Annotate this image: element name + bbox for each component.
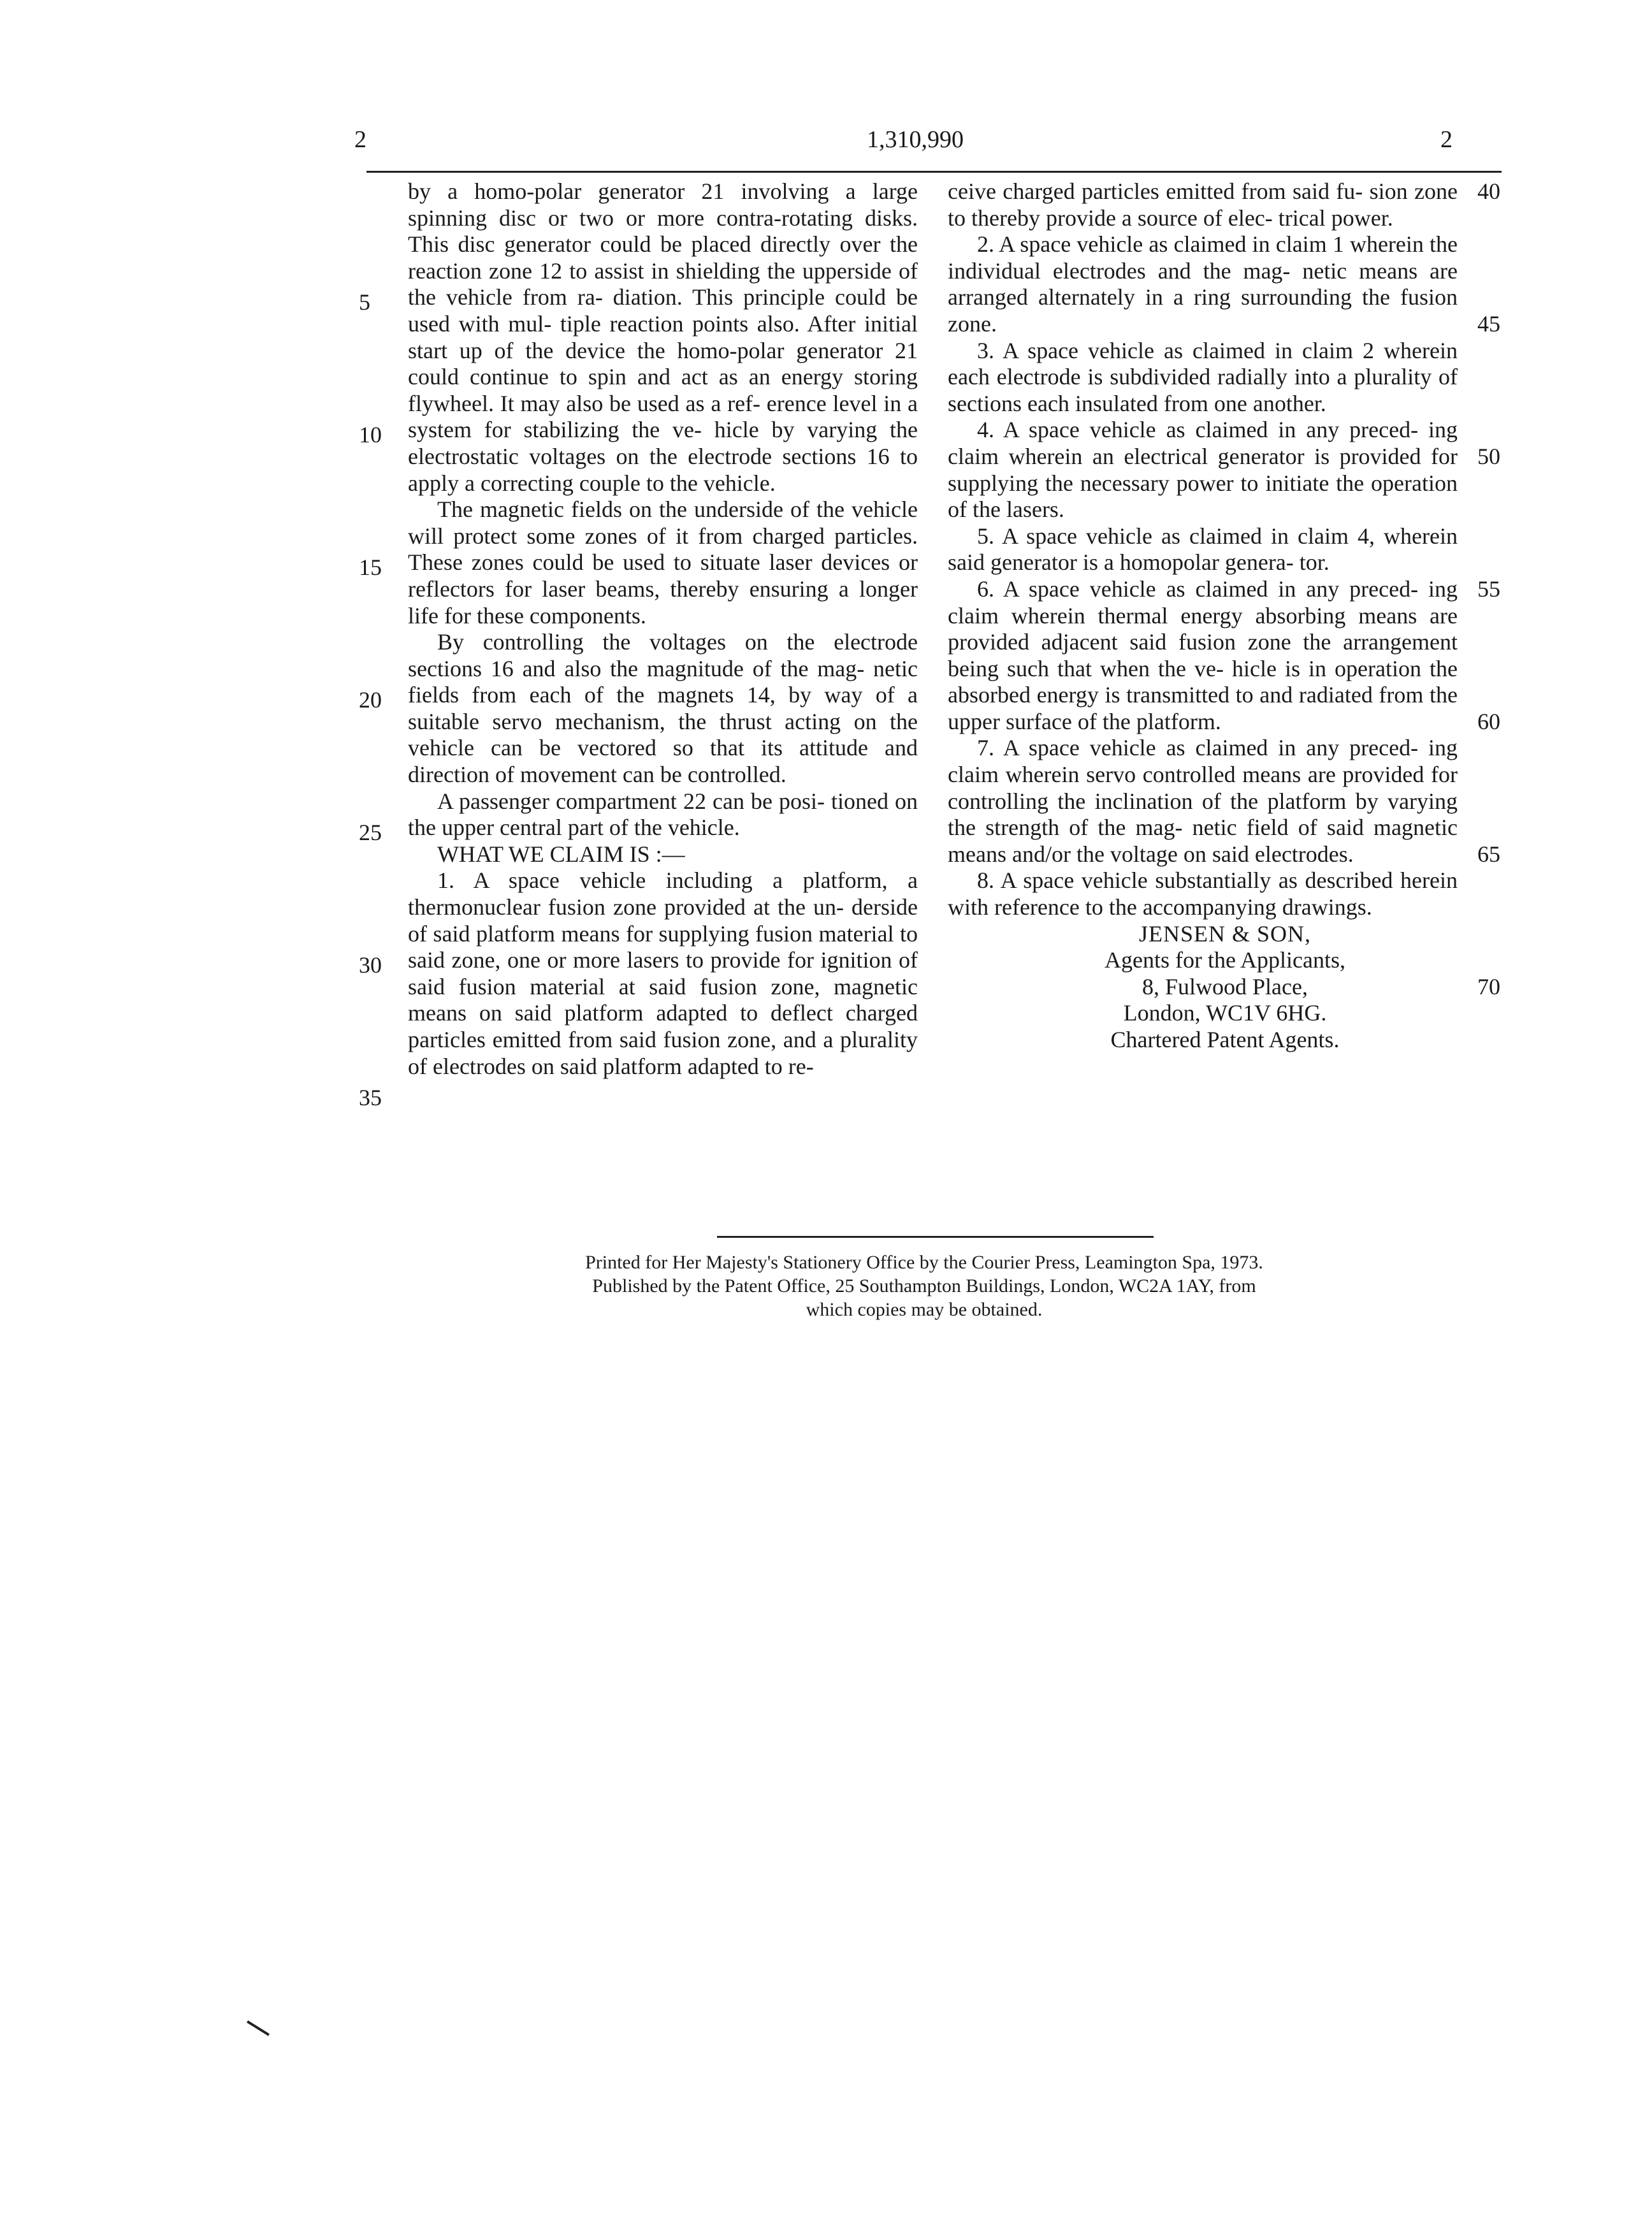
printer-imprint (472, 1251, 1377, 1321)
line-number-55: 55 (1477, 576, 1500, 602)
line-number-15: 15 (359, 555, 382, 580)
agent-role: Agents for the Applicants, (1105, 947, 1345, 973)
claim-8: 8. A space vehicle substantially as described herein with reference to the accompanying drawings. (948, 868, 1458, 920)
page-number-left: 2 (354, 126, 366, 153)
line-number-25: 25 (359, 820, 382, 845)
header-rule (366, 171, 1502, 173)
line-number-50: 50 (1477, 444, 1500, 469)
line-number-70: 70 (1477, 974, 1500, 999)
line-number-40: 40 (1477, 178, 1500, 204)
paragraph-controlling-voltages: By controlling the voltages on the electrode sections 16 and also the magnitude of the mag- netic fields from each of the magnets 14, by way of a suitable servo mechanism, the thrust acting on the vehicle can be vectored so that its attitude and direction of movement can be controlled. (408, 629, 918, 788)
claim-1: 1. A space vehicle including a platform, a thermonuclear fusion zone provided at the un- derside of said platform means for supplying fusion material to said zone, one or more lasers to provide for ignition of said fusion material at said fusion zone, magnetic means on said platform adapted to deflect charged particles emitted from said fusion zone, and a plurality of electrodes on said platform adapted to re- (408, 868, 918, 1079)
paragraph-magnetic-fields: The magnetic fields on the underside of the vehicle will protect some zones of it from charged particles. These zones could be used to situate laser devices or reflectors for laser beams, thereby ensuring a longer life for these components. (408, 497, 918, 628)
footer-rule (717, 1236, 1154, 1238)
line-number-35: 35 (359, 1085, 382, 1110)
claim-2: 2. A space vehicle as claimed in claim 1 wherein the individual electrodes and the mag- netic means are arranged alternately in a ring surrounding the fusion zone. (948, 231, 1458, 337)
right-column (948, 178, 1458, 1054)
line-number-45: 45 (1477, 311, 1500, 337)
claims-heading: WHAT WE CLAIM IS :— (437, 841, 685, 867)
page-number-right: 2 (1440, 126, 1453, 153)
line-number-65: 65 (1477, 841, 1500, 867)
agent-title: Chartered Patent Agents. (1110, 1027, 1340, 1052)
line-number-5: 5 (359, 289, 370, 315)
patent-number: 1,310,990 (867, 126, 964, 153)
agent-signature-block (948, 921, 1458, 1054)
left-column (408, 178, 918, 1080)
imprint-line-2: Published by the Patent Office, 25 Southampton Buildings, London, WC2A 1AY, from (592, 1275, 1256, 1296)
imprint-line-3: which copies may be obtained. (806, 1299, 1043, 1320)
paragraph-homopolar-generator: by a homo-polar generator 21 involving a large spinning disc or two or more contra-rotating disks. This disc generator could be placed directly over the reaction zone 12 to assist in shielding the upperside of the vehicle from ra- diation. This principle could be used with mul- tiple reaction points also. After initial start up of the device the homo-polar generator 21 could continue to spin and act as an energy storing flywheel. It may also be used as a ref- erence level in a system for stabilizing the ve- hicle by varying the electrostatic voltages on the electrode sections 16 to apply a correcting couple to the vehicle. (408, 178, 918, 496)
imprint-line-1: Printed for Her Majesty's Stationery Office by the Courier Press, Leamington Spa, 1973. (585, 1252, 1263, 1273)
claim-6: 6. A space vehicle as claimed in any preced- ing claim wherein thermal energy absorbing means are provided adjacent said fusion zone the arrangement being such that when the ve- hicle is in operation the absorbed energy is transmitted to and radiated from the upper surface of the platform. (948, 576, 1458, 734)
claim-4: 4. A space vehicle as claimed in any preced- ing claim wherein an electrical generator is provided for supplying the necessary power to initiate the operation of the lasers. (948, 417, 1458, 523)
agent-name: JENSEN & SON, (1138, 920, 1312, 947)
claim-7: 7. A space vehicle as claimed in any preced- ing claim wherein servo controlled means are provided for controlling the inclination of the platform by varying the strength of the mag- netic field of said magnetic means and/or the voltage on said electrodes. (948, 735, 1458, 867)
agent-address-line-2: London, WC1V 6HG. (1123, 1000, 1327, 1026)
paragraph-passenger-compartment: A passenger compartment 22 can be posi- tioned on the upper central part of the vehicle. (408, 788, 918, 841)
claim-5: 5. A space vehicle as claimed in claim 4, wherein said generator is a homopolar genera- tor. (948, 523, 1458, 576)
line-number-10: 10 (359, 422, 382, 447)
line-number-60: 60 (1477, 709, 1500, 734)
claim-1-continued: ceive charged particles emitted from said fu- sion zone to thereby provide a source of elec- trical power. (948, 178, 1458, 231)
line-number-20: 20 (359, 687, 382, 713)
claim-3: 3. A space vehicle as claimed in claim 2 wherein each electrode is subdivided radially into a plurality of sections each insulated from one another. (948, 337, 1458, 416)
scan-mark (247, 2021, 270, 2036)
line-number-30: 30 (359, 952, 382, 978)
agent-address-line-1: 8, Fulwood Place, (1142, 973, 1308, 999)
